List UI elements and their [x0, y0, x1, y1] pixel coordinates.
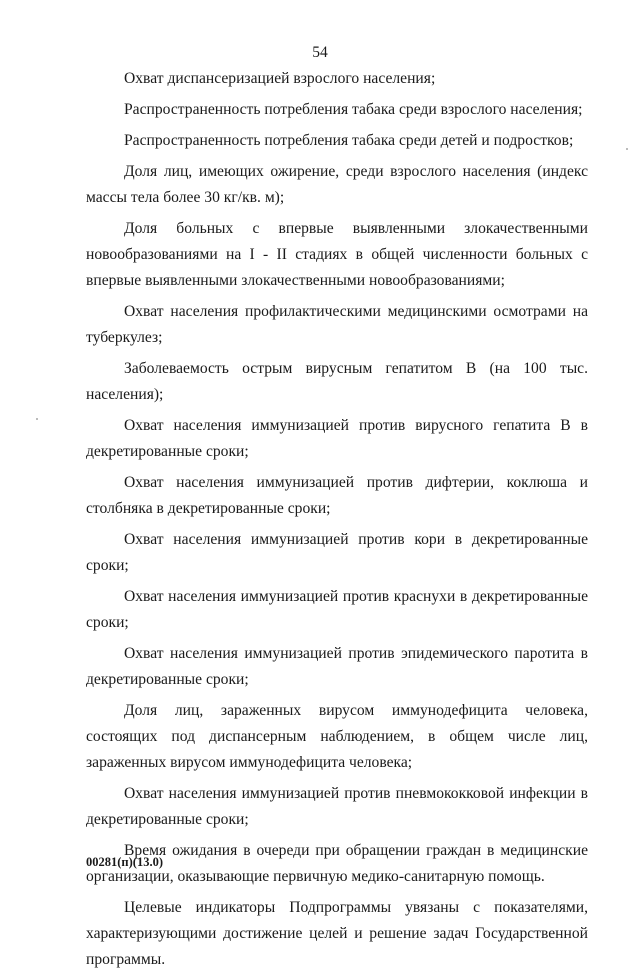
scan-speck [626, 148, 628, 150]
paragraph: Доля лиц, зараженных вирусом иммунодефицита человека, состоящих под диспансерным наблюдением, в общем числе лиц, зараженных вирусом иммунодефицита человека; [86, 702, 588, 771]
paragraph: Время ожидания в очереди при обращении граждан в медицинские организации, оказывающие первичную медико-санитарную помощь. [86, 842, 588, 885]
paragraph: Охват населения иммунизацией против пневмококковой инфекции в декретированные сроки; [86, 785, 588, 828]
page-number: 54 [312, 44, 328, 61]
paragraph: Целевые индикаторы Подпрограммы увязаны с показателями, характеризующими достижение целей и решение задач Государственной программы. [86, 899, 588, 968]
paragraph: Охват диспансеризацией взрослого населения; [124, 70, 436, 87]
paragraph: Доля лиц, имеющих ожирение, среди взрослого населения (индекс массы тела более 30 кг/кв. м); [86, 163, 588, 206]
paragraph: Охват населения иммунизацией против краснухи в декретированные сроки; [86, 588, 588, 631]
paragraph: Охват населения профилактическими медицинскими осмотрами на туберкулез; [86, 303, 588, 346]
paragraph: Охват населения иммунизацией против эпидемического паротита в декретированные сроки; [86, 645, 588, 688]
paragraph: Распространенность потребления табака среди взрослого населения; [124, 101, 583, 118]
document-body [86, 66, 588, 978]
paragraph: Охват населения иммунизацией против вирусного гепатита В в декретированные сроки; [86, 417, 588, 460]
scan-speck [36, 418, 38, 420]
footer-document-code: 00281(п)(13.0) [86, 855, 163, 869]
paragraph: Заболеваемость острым вирусным гепатитом В (на 100 тыс. населения); [86, 360, 588, 403]
paragraph: Охват населения иммунизацией против дифтерии, коклюша и столбняка в декретированные сроки; [86, 474, 588, 517]
paragraph: Охват населения иммунизацией против кори в декретированные сроки; [86, 531, 588, 574]
paragraph: Доля больных с впервые выявленными злокачественными новообразованиями на I - II стадиях в общей численности больных с впервые выявленными злокачественными новообразованиями; [86, 220, 588, 289]
paragraph: Распространенность потребления табака среди детей и подростков; [124, 132, 574, 149]
